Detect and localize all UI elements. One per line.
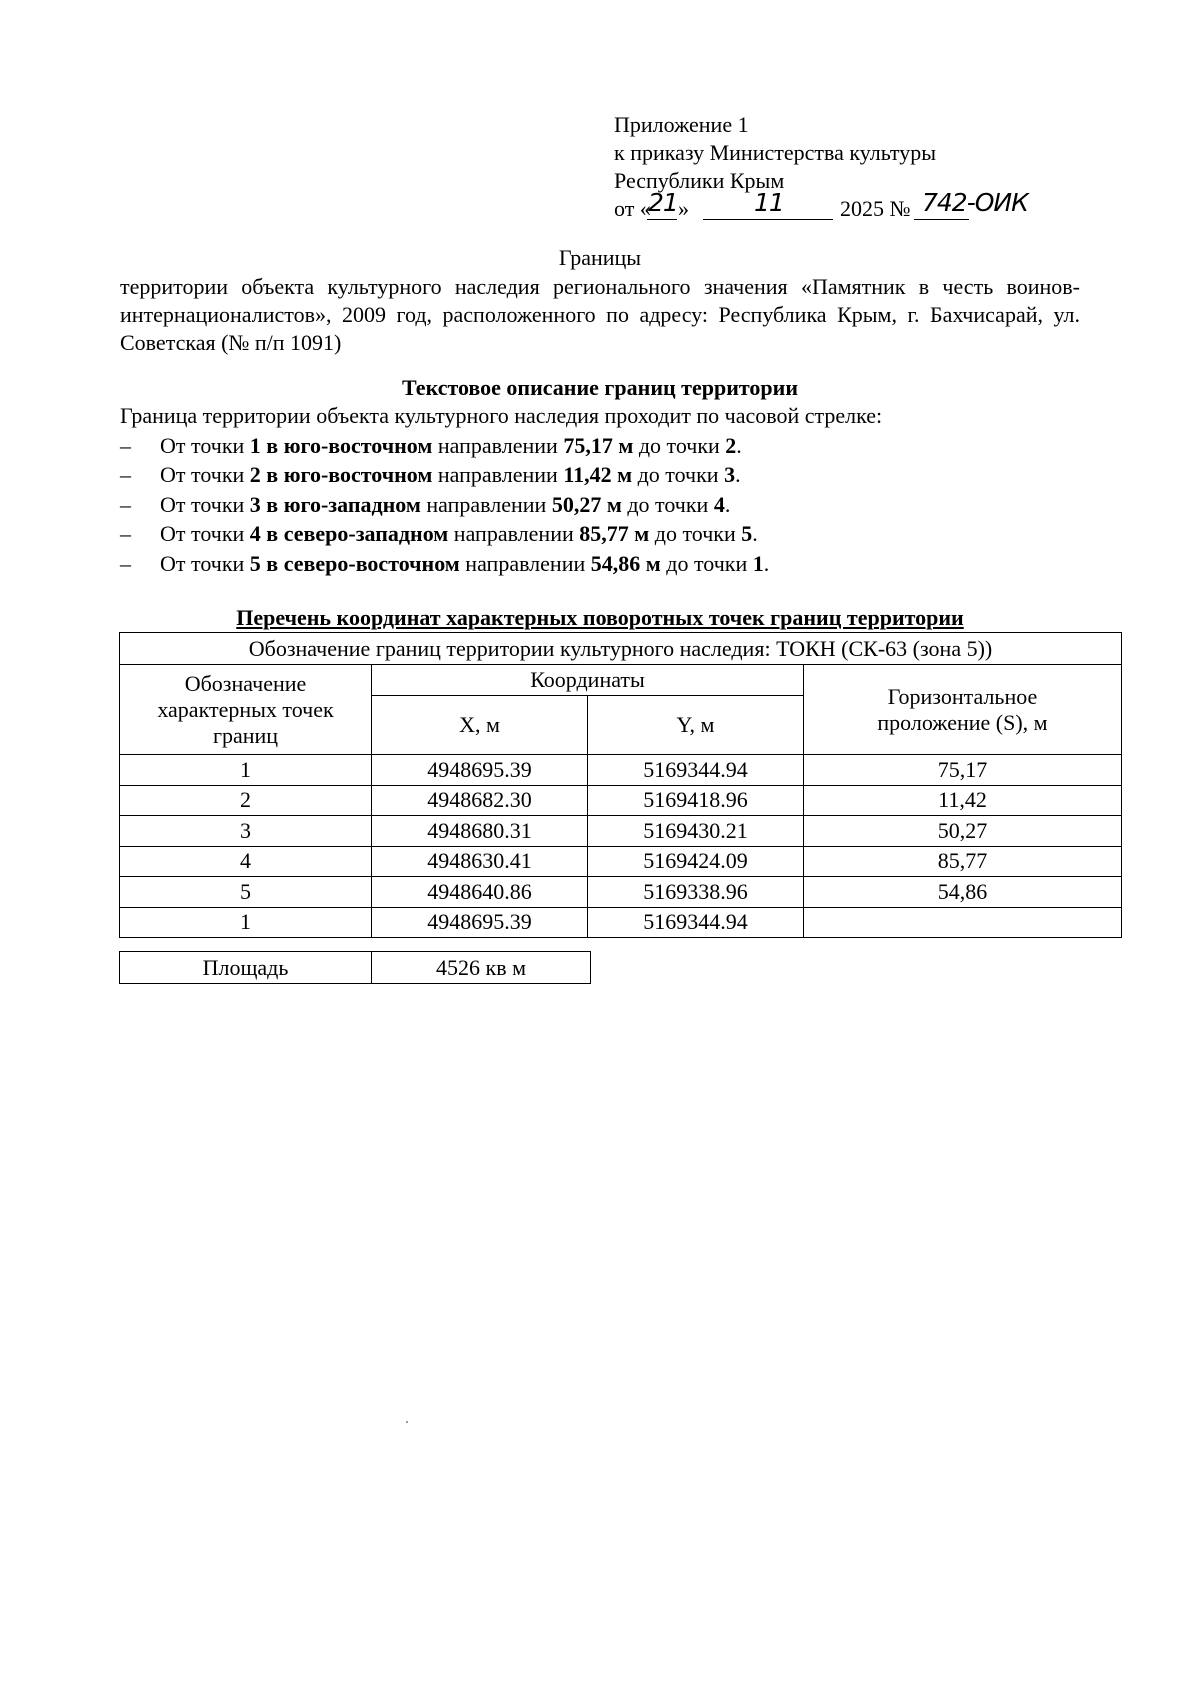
intro-text: Граница территории объекта культурного наследия проходит по часовой стрелке:	[120, 403, 883, 428]
appendix-header	[614, 111, 1028, 225]
column-header-x: X, м	[372, 696, 588, 755]
document-subtitle: территории объекта культурного наследия регионального значения «Памятник в честь воинов-интернационалистов», 2009 год, расположенного по адресу: Республика Крым, г. Бахчисарай, ул. Советская (№ п/п 1091)	[120, 274, 1080, 355]
year-text: 2025 №	[840, 196, 911, 221]
table-row: 3 4948680.31 5169430.21 50,27	[120, 816, 1122, 847]
document-title: Границы	[558, 245, 642, 270]
list-item: – От точки 5 в северо-восточном направлении 54,86 м до точки 1.	[120, 550, 770, 576]
order-date-line	[614, 188, 1028, 225]
coordinates-table	[119, 632, 1122, 938]
column-header-point: Обозначение характерных точек границ	[120, 665, 372, 755]
date-prefix: от «	[614, 196, 651, 221]
list-item: – От точки 4 в северо-западном направлении 85,77 м до точки 5.	[120, 521, 758, 547]
area-label: Площадь	[120, 952, 372, 984]
list-item: – От точки 2 в юго-восточном направлении 11,42 м до точки 3.	[120, 462, 741, 488]
list-item: – От точки 1 в юго-восточном направлении 75,17 м до точки 2.	[120, 433, 742, 458]
zone-header: Обозначение границ территории культурного наследия: ТОКН (СК-63 (зона 5))	[120, 633, 1122, 665]
boundary-description-list	[120, 431, 769, 578]
column-header-y: Y, м	[588, 696, 804, 755]
table-row: 1 4948695.39 5169344.94 75,17	[120, 755, 1122, 786]
area-table	[119, 951, 591, 984]
list-item: – От точки 3 в юго-западном направлении 50,27 м до точки 4.	[120, 491, 731, 517]
table-row: 1 4948695.39 5169344.94	[120, 907, 1122, 938]
appendix-line-2: к приказу Министерства культуры	[614, 140, 937, 165]
appendix-line-3: Республики Крым	[614, 168, 785, 193]
handwritten-month: 11	[754, 188, 784, 217]
month-underline	[703, 219, 833, 220]
area-value: 4526 кв м	[372, 952, 591, 984]
table-title: Перечень координат характерных поворотных точек границ территории	[236, 605, 964, 630]
section-title: Текстовое описание границ территории	[401, 375, 799, 400]
column-header-coordinates: Координаты	[372, 665, 804, 696]
date-mid: »	[678, 196, 689, 221]
table-row: 5 4948640.86 5169338.96 54,86	[120, 877, 1122, 908]
day-underline	[647, 219, 677, 220]
scan-speck	[406, 1421, 408, 1423]
table-row: 4 4948630.41 5169424.09 85,77	[120, 846, 1122, 877]
table-row: 2 4948682.30 5169418.96 11,42	[120, 785, 1122, 816]
handwritten-order-number: 742-ОИК	[922, 188, 1028, 217]
handwritten-day: 21	[648, 188, 678, 217]
appendix-line-1: Приложение 1	[614, 112, 749, 137]
column-header-distance: Горизонтальное проложение (S), м	[804, 665, 1122, 755]
number-underline	[914, 219, 969, 220]
